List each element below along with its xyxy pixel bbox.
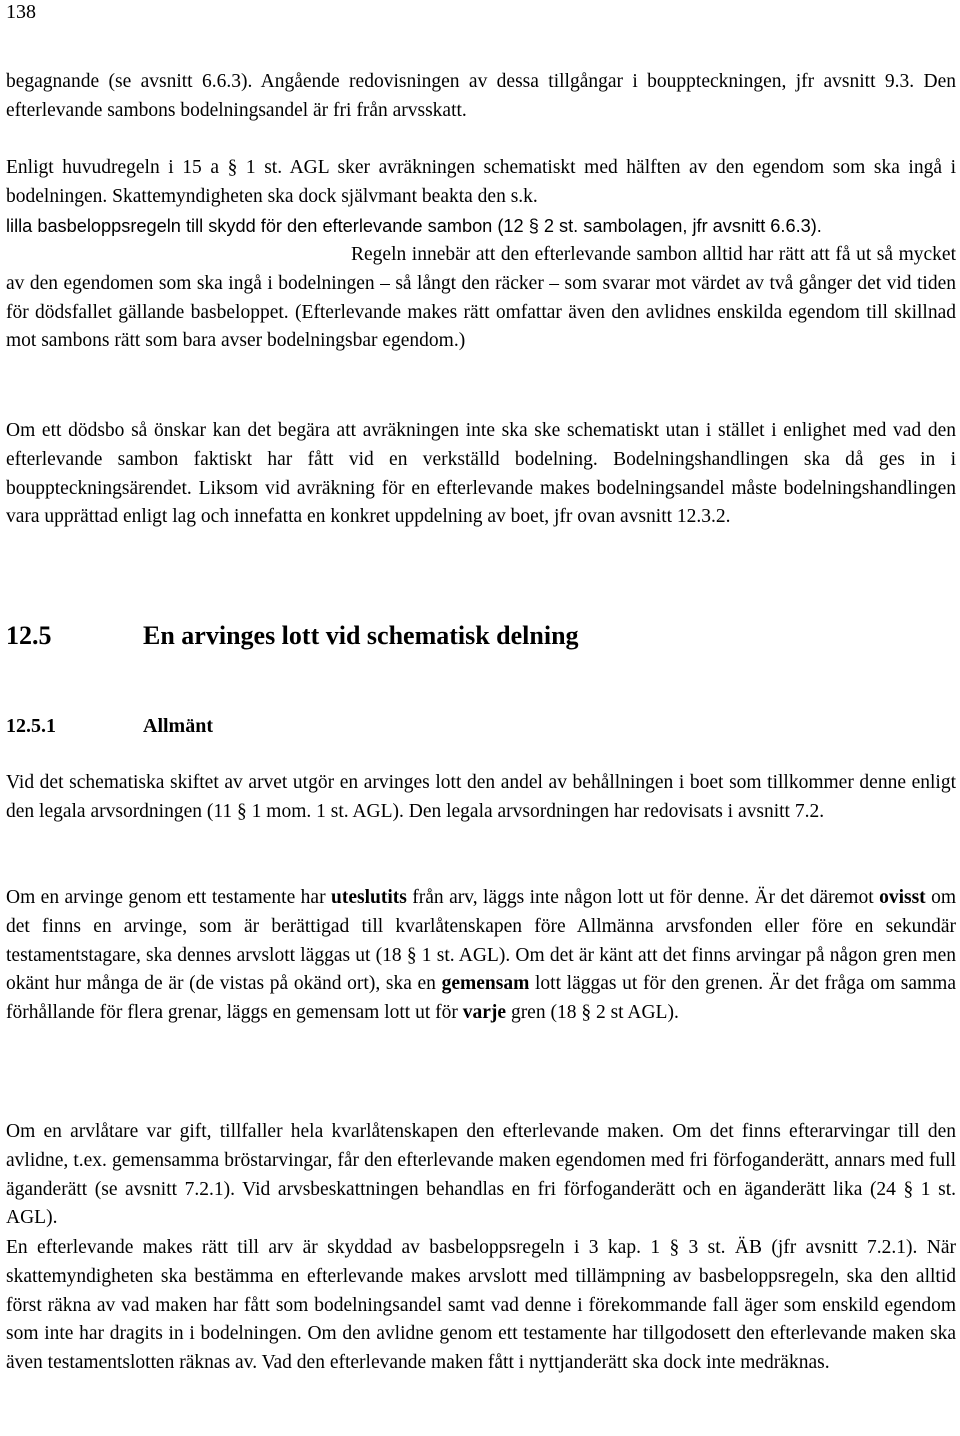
subsection-heading: [6, 712, 213, 740]
paragraph-basbelopp-rule: lilla basbeloppsregeln till skydd för den efterlevande sambon (12 § 2 st. sambolagen, jfr avsnitt 6.6.3).: [6, 216, 822, 236]
emphasis-gemensam: gemensam: [441, 973, 530, 995]
paragraph-rule-explanation: Regeln innebär att den efterlevande sambon alltid har rätt att få ut så mycket av den egendomen som ska ingå i bodelningen – så långt den räcker – som svarar mot värdet av två gånger det vid tiden för dödsfallet gällande basbeloppet. (Efterlevande makes rätt omfattar även den avlidnes enskilda egendom till skillnad mot sambons rätt som bara avser bodelningsbar egendom.): [6, 244, 956, 352]
paragraph-married-deceased: Om en arvlåtare var gift, tillfaller hela kvarlåtenskapen den efterlevande maken. Om det finns efterarvingar till den avlidne, t.ex. gemensamma bröstarvingar, får den efterlevande maken egendomen med fri förfoganderätt, annars med full äganderätt (se avsnitt 7.2.1). Vid arvsbeskattningen behandlas en fri förfoganderätt och en äganderätt lika (24 § 1 st. AGL).: [6, 1121, 956, 1229]
section-number: 12.5: [6, 621, 52, 650]
subsection-number: 12.5.1: [6, 715, 56, 737]
paragraph-excluded-heir: Om en arvinge genom ett testamente har uteslutits från arv, läggs inte någon lott ut för denne. Är det däremot ovisst om det finns en arvinge, som är berättigad till kvarlåtenskapen före Allmänna arvsfonden eller före en sekundär testamentstagare, ska dennes arvslott läggas ut (18 § 1 st. AGL). Om det är känt att det finns arvingar på någon gren men okänt hur många de är (de vistas på okänd ort), ska en gemensam lott läggas ut för den grenen. Är det fråga om samma förhållande för flera grenar, läggs en gemensam lott ut för varje gren (18 § 2 st AGL).: [6, 887, 957, 1024]
emphasis-ovisst: ovisst: [879, 887, 926, 908]
paragraph-intro: begagnande (se avsnitt 6.6.3). Angående redovisningen av dessa tillgångar i bouppteckningen, jfr avsnitt 9.3. Den efterlevande sambons bodelningsandel är fri från arvsskatt.: [6, 71, 956, 121]
subsection-title: Allmänt: [143, 715, 213, 737]
paragraph-request: Om ett dödsbo så önskar kan det begära att avräkningen inte ska ske schematiskt utan i stället i enlighet med vad den efterlevande sambon faktiskt har fått vid en verkställd bodelning. Bodelningshandlingen ska då ges in i bouppteckningsärendet. Liksom vid avräkning för en efterlevande makes bodelningsandel måste bodelningshandlingen vara upprättad enligt lag och innefatta en konkret uppdelning av boet, jfr ovan avsnitt 12.3.2.: [6, 420, 956, 528]
emphasis-uteslutits: uteslutits: [331, 887, 407, 908]
page-number: 138: [6, 1, 36, 23]
emphasis-varje: varje: [462, 1002, 507, 1024]
paragraph-schematic-share: Vid det schematiska skiftet av arvet utgör en arvinges lott den andel av behållningen i boet som tillkommer denne enligt den legala arvsordningen (11 § 1 mom. 1 st. AGL). Den legala arvsordningen har redovisats i avsnitt 7.2.: [6, 772, 956, 822]
paragraph-spouse-protection: En efterlevande makes rätt till arv är skyddad av basbeloppsregeln i 3 kap. 1 § 3 st. ÄB (jfr avsnitt 7.2.1). När skattemyndigheten ska bestämma en efterlevande makes arvslott med tillämpning av basbeloppsregeln, ska den alltid först räkna av vad maken har fått som bodelningsandel samt vad denne i förekommande fall äger som enskild egendom som inte har dragits in i bodelningen. Om den avlidne genom ett testamente har tillgodosett den efterlevande maken ska även testamentslotten räknas av. Vad den efterlevande maken fått i nyttjanderätt ska dock inte medräknas.: [6, 1237, 956, 1374]
section-heading: [6, 620, 579, 652]
section-title: En arvinges lott vid schematisk delning: [143, 621, 579, 650]
paragraph-main-rule: Enligt huvudregeln i 15 a § 1 st. AGL sker avräkningen schematiskt med hälften av den egendom som ska ingå i bodelningen. Skattemyndigheten ska dock självmant beakta den s.k.: [6, 157, 956, 207]
